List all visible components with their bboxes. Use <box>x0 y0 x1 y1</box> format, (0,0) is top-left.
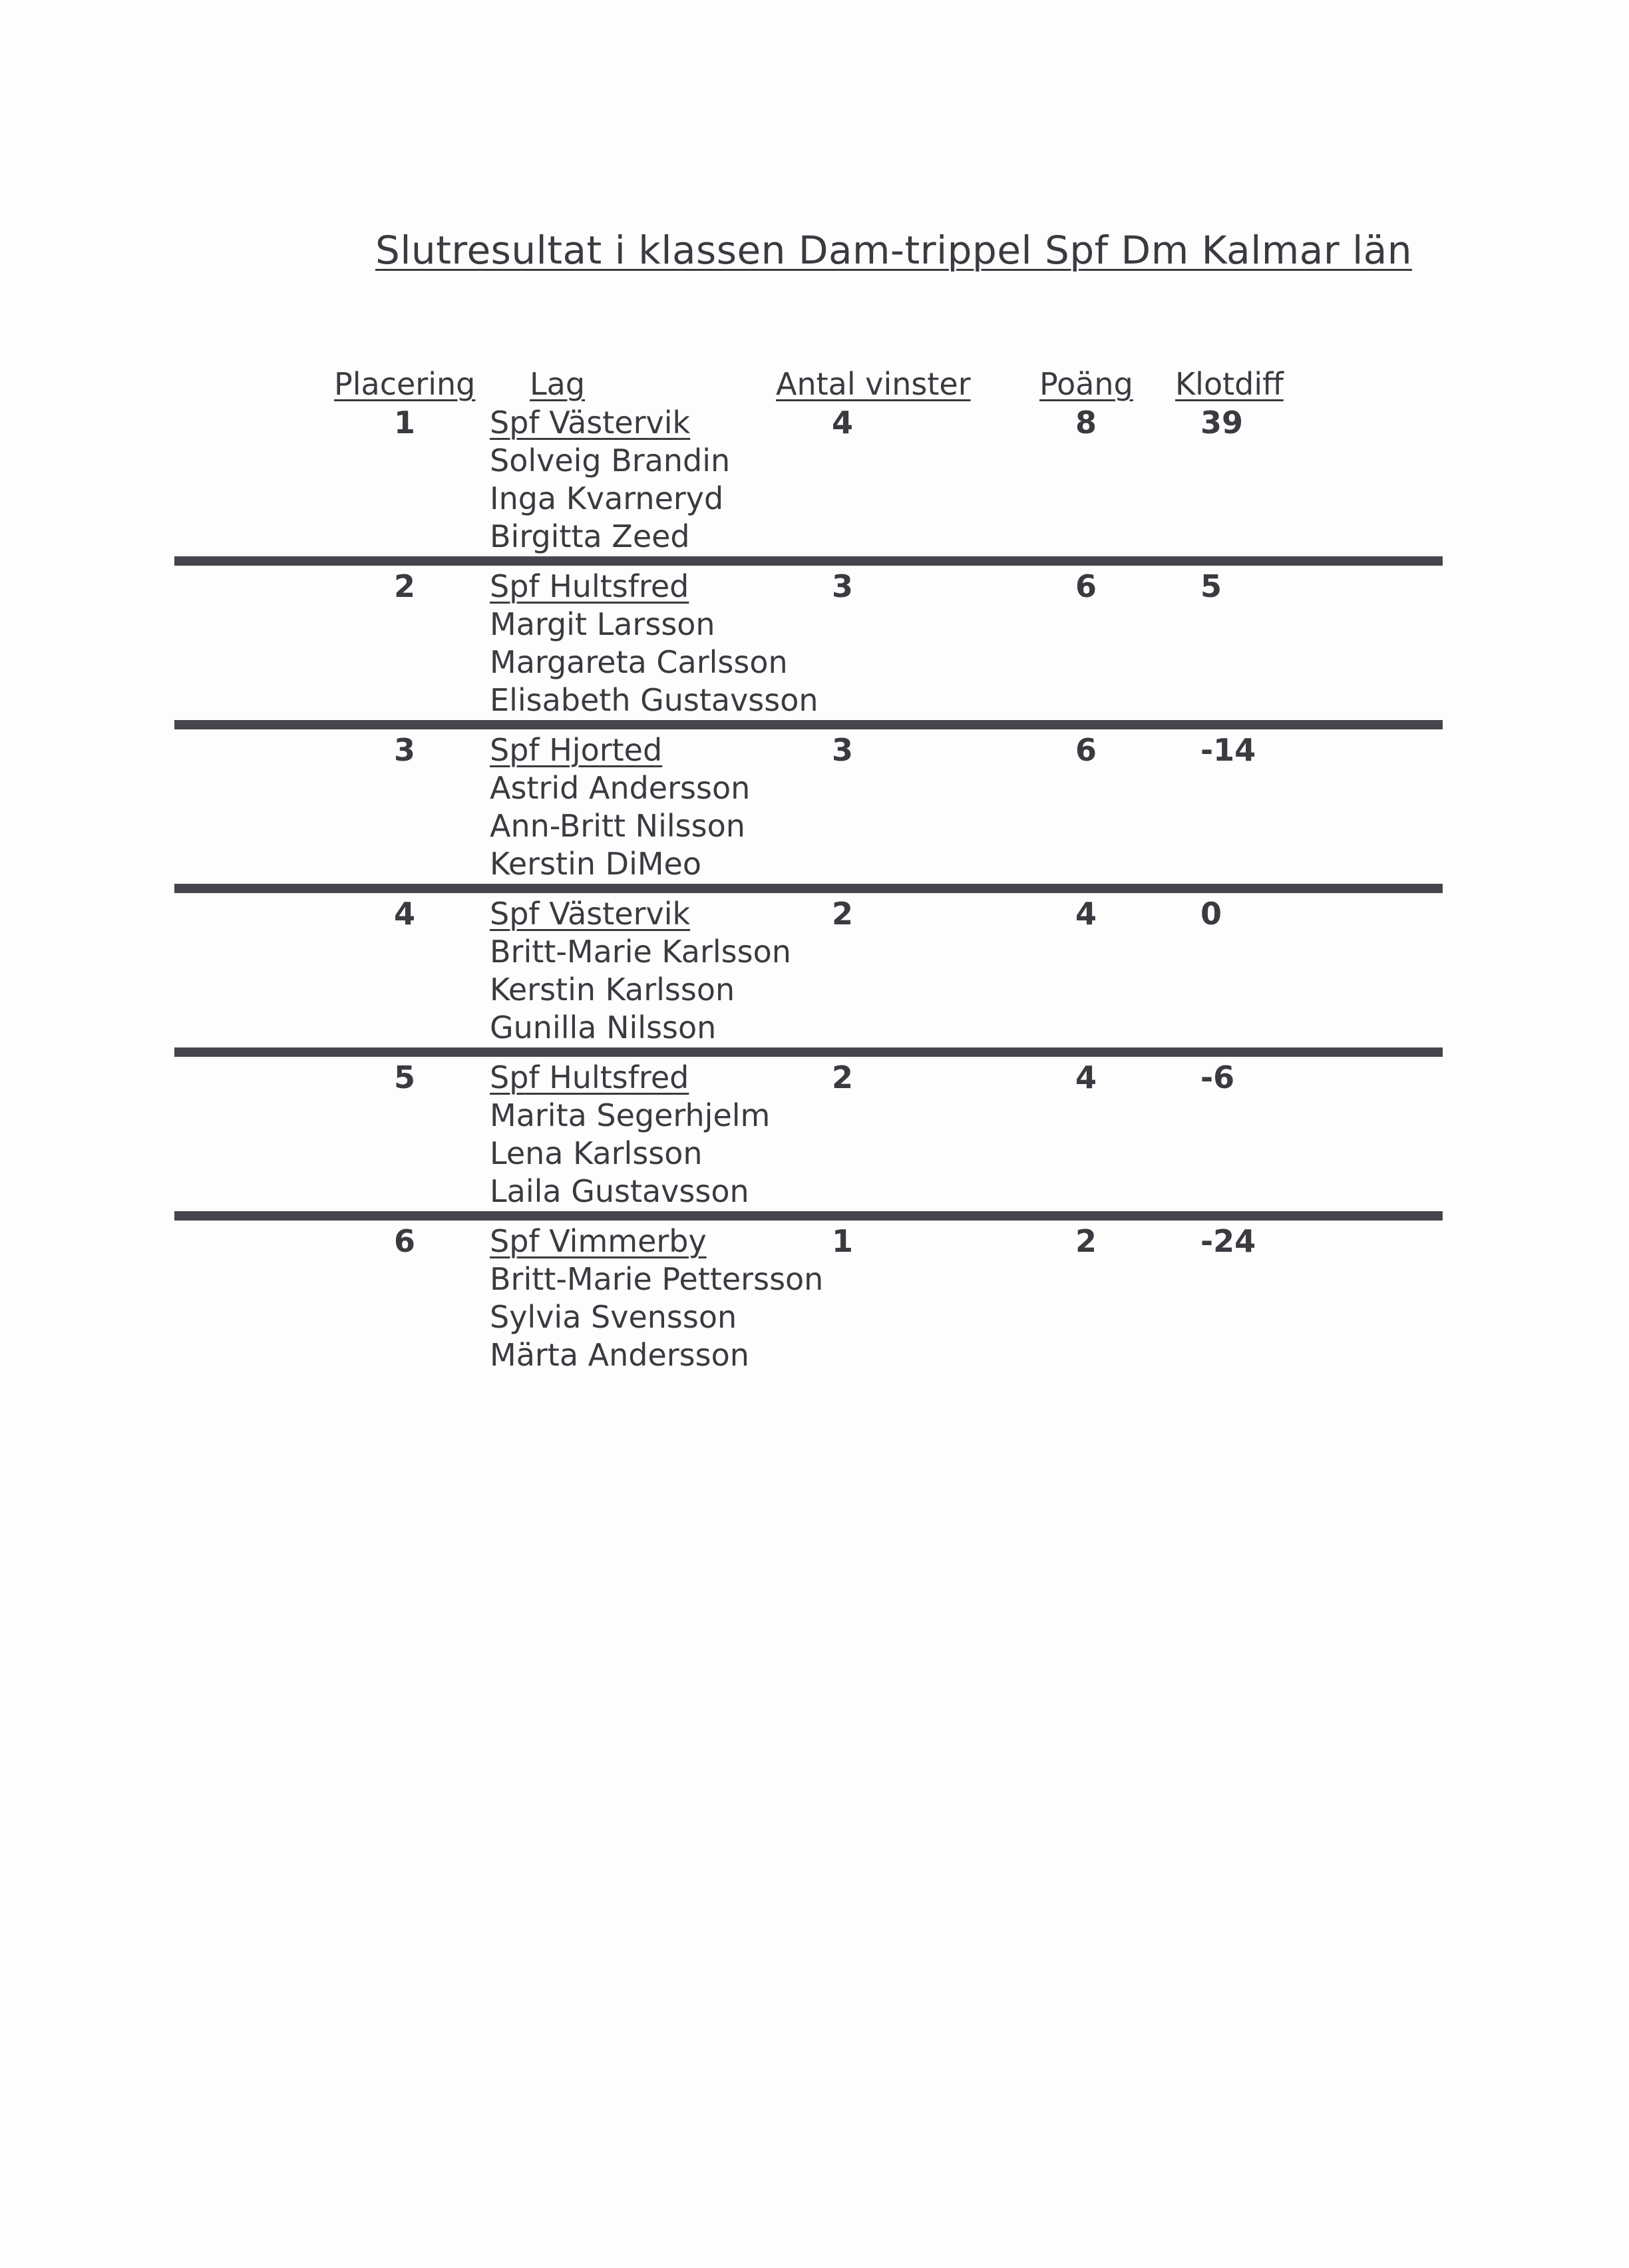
team-member: Marita Segerhjelm <box>490 1097 771 1133</box>
antal-vinster-value: 1 <box>832 1223 854 1259</box>
row-divider <box>174 1211 1443 1221</box>
team-member: Britt-Marie Pettersson <box>490 1261 824 1297</box>
header-lag: Lag <box>530 366 586 402</box>
team-name: Spf Vimmerby <box>490 1223 707 1259</box>
team-member: Kerstin Karlsson <box>490 972 735 1008</box>
klotdiff-value: -24 <box>1200 1223 1256 1259</box>
team-member: Laila Gustavsson <box>490 1173 749 1209</box>
team-member: Margareta Carlsson <box>490 644 788 680</box>
team-name: Spf Hultsfred <box>490 1059 689 1095</box>
antal-vinster-value: 4 <box>832 405 854 441</box>
team-member: Sylvia Svensson <box>490 1299 737 1335</box>
row-divider <box>174 720 1443 729</box>
team-name: Spf Hultsfred <box>490 568 689 604</box>
team-member: Gunilla Nilsson <box>490 1010 717 1045</box>
klotdiff-value: -14 <box>1200 732 1256 768</box>
header-klotdiff: Klotdiff <box>1175 366 1284 402</box>
poang-value: 4 <box>1075 896 1097 932</box>
placering-value: 3 <box>394 732 416 768</box>
poang-value: 6 <box>1075 732 1097 768</box>
placering-value: 4 <box>394 896 416 932</box>
team-member: Astrid Andersson <box>490 770 751 806</box>
placering-value: 2 <box>394 568 416 604</box>
team-name: Spf Hjorted <box>490 732 663 768</box>
team-name: Spf Västervik <box>490 405 691 441</box>
result-row-1 <box>0 405 1629 568</box>
team-member: Birgitta Zeed <box>490 518 690 554</box>
document-title: Slutresultat i klassen Dam-trippel Spf Dm Kalmar län <box>375 228 1413 273</box>
poang-value: 2 <box>1075 1223 1097 1259</box>
header-antal-vinster: Antal vinster <box>776 366 971 402</box>
team-member: Kerstin DiMeo <box>490 846 701 882</box>
poang-value: 8 <box>1075 405 1097 441</box>
antal-vinster-value: 2 <box>832 896 854 932</box>
klotdiff-value: -6 <box>1200 1059 1235 1095</box>
header-placering: Placering <box>334 366 476 402</box>
poang-value: 6 <box>1075 568 1097 604</box>
header-poang: Poäng <box>1039 366 1133 402</box>
placering-value: 6 <box>394 1223 416 1259</box>
team-member: Märta Andersson <box>490 1337 749 1373</box>
result-row-3 <box>0 732 1629 896</box>
antal-vinster-value: 2 <box>832 1059 854 1095</box>
result-row-5 <box>0 1059 1629 1223</box>
poang-value: 4 <box>1075 1059 1097 1095</box>
row-divider <box>174 884 1443 893</box>
row-divider <box>174 1047 1443 1057</box>
team-member: Elisabeth Gustavsson <box>490 682 818 718</box>
team-member: Solveig Brandin <box>490 443 731 478</box>
placering-value: 5 <box>394 1059 416 1095</box>
team-name: Spf Västervik <box>490 896 691 932</box>
result-row-4 <box>0 896 1629 1059</box>
placering-value: 1 <box>394 405 416 441</box>
team-member: Ann-Britt Nilsson <box>490 808 745 844</box>
antal-vinster-value: 3 <box>832 732 854 768</box>
row-divider <box>174 556 1443 566</box>
team-member: Britt-Marie Karlsson <box>490 934 791 970</box>
result-row-6 <box>0 1223 1629 1387</box>
klotdiff-value: 0 <box>1200 896 1222 932</box>
antal-vinster-value: 3 <box>832 568 854 604</box>
klotdiff-value: 5 <box>1200 568 1222 604</box>
team-member: Lena Karlsson <box>490 1135 703 1171</box>
team-member: Margit Larsson <box>490 606 715 642</box>
klotdiff-value: 39 <box>1200 405 1244 441</box>
result-row-2 <box>0 568 1629 732</box>
team-member: Inga Kvarneryd <box>490 480 724 516</box>
